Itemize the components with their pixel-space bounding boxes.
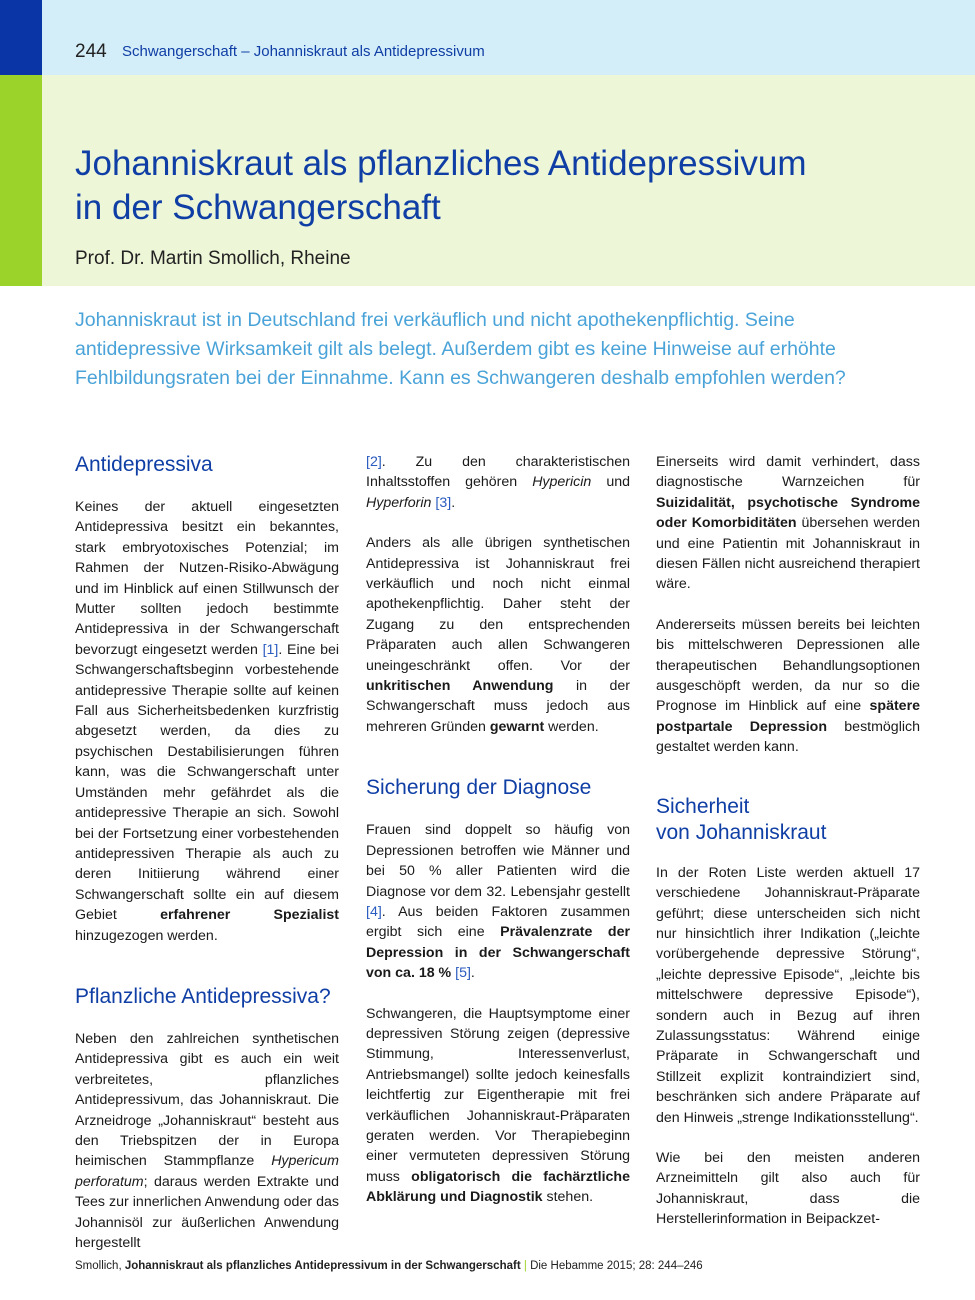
reference-link[interactable]: [5] [455,965,471,982]
section-heading-diagnose: Sicherung der Diagnose [366,776,592,800]
column-2 [366,452,630,1208]
reference-link[interactable]: [1] [262,641,279,658]
footer-citation: Smollich, Johanniskraut als pflanzliches Antidepressivum in der Schwangerschaft | Die Hebamme 2015; 28: 244–246 [75,1260,703,1272]
header-color-bar [0,0,42,75]
lead-paragraph: Johanniskraut ist in Deutschland frei verkäuflich und nicht apothekenpflichtig. Seine antidepressive Wirksamkeit gilt als belegt. Außerdem gibt es keine Hinweise auf erhöhte Fehlbildungsraten bei der Einnahme. Kann es Schwangeren deshalb empfohlen werden? [75,309,846,389]
paragraph: [2]. Zu den charakteristischen Inhaltsstoffen gehören Hypericin und Hyperforin [3]. [366,454,630,511]
article-title [75,142,955,230]
paragraph: Schwangeren, die Hauptsymptome einer depressiven Störung zeigen (depressive Stimmung, Interessenverlust, Antriebsmangel) sollte jedoch keinesfalls leichtfertig zur Eigentherapie mit frei verkäuflichen Johanniskraut-Präparaten geraten werden. Vor Therapiebeginn einer vermuteten depressiven Störung muss obligatorisch die fachärztliche Abklärung und Diagnostik stehen. [366,1005,630,1206]
title-line-1: Johanniskraut als pflanzliches Antidepressivum [75,144,807,183]
reference-link[interactable]: [3] [435,494,452,511]
title-line-2: in der Schwangerschaft [75,188,441,227]
paragraph: Neben den zahlreichen synthetischen Antidepressiva gibt es auch ein weit verbreitetes, pflanzliches Antidepressivum, das Johanniskraut. Die Arzneidroge „Johanniskraut“ besteht aus den Triebspitzen der in Europa heimischen Stammpflanze Hypericum perforatum; daraus werden Extrakte und Tees zur innerlichen Anwendung oder das Johannisöl zur äußerlichen Anwendung hergestellt [75,1030,339,1251]
section-heading-pflanzliche: Pflanzliche Antidepressiva? [75,984,331,1008]
page-number: 244 [75,41,107,62]
paragraph: In der Roten Liste werden aktuell 17 verschiedene Johanniskraut-Präparate geführt; diese unterscheiden sich nicht nur hinsichtlich ihrer Indikation („leichte vorübergehende depressive Störung“, „leichte depressive Episode“, „leichte bis mittelschwere depressive Episode“), sondern auch in Bezug auf ihren Zulassungsstatus: Während einige Präparate in Schwangerschaft und Stillzeit explizit kontraindiziert sind, beschränken sich andere Präparate auf den Hinweis „strenge Indikationsstellung“. [656,864,920,1126]
author-line: Prof. Dr. Martin Smollich, Rheine [75,248,351,269]
paragraph: Einerseits wird damit verhindert, dass diagnostische Warnzeichen für Suizidalität, psychotische Syndrome oder Komorbiditäten übersehen werden und eine Patientin mit Johanniskraut in diesen Fällen nicht ausreichend therapiert wäre. [656,454,921,593]
title-color-bar [0,75,42,286]
paragraph: Keines der aktuell eingesetzten Antidepressiva besitzt ein bekanntes, stark embryotoxisches Potenzial; im Rahmen der Nutzen-Risiko-Abwägung und im Hinblick auf einen Stillwunsch der Mutter sollten jedoch bestimmte Antidepressiva in der Schwangerschaft bevorzugt eingesetzt werden [1]. Eine bei Schwangerschaftsbeginn vorbestehende antidepressive Therapie sollte auf keinen Fall aus Sicherheitsbedenken kurzfristig abgesetzt werden, da dies zu psychischen Destabilisierungen führen kann, was die Schwangerschaft unter Umständen mehr gefährdet als die antidepressive Therapie an sich. Sowohl bei der Fortsetzung einer vorbestehenden antidepressiven Therapie als auch zu deren Initiierung während einer Schwangerschaft sollte ein auf diesem Gebiet erfahrener Spezialist hinzugezogen werden. [75,499,340,944]
column-1 [75,452,339,1253]
paragraph: Wie bei den meisten anderen Arzneimitteln gilt also auch für Johanniskraut, dass die Herstellerinformation in Beipackzet- [656,1149,920,1228]
section-heading-antidepressiva: Antidepressiva [75,453,213,476]
paragraph: Frauen sind doppelt so häufig von Depressionen betroffen wie Männer und bei 50 % aller Patienten wird die Diagnose vor dem 32. Lebensjahr gestellt [4]. Aus beiden Faktoren zusammen ergibt sich eine Prävalenzrate der Depression in der Schwangerschaft von ca. 18 % [5]. [366,822,631,982]
reference-link[interactable]: [2] [366,454,382,470]
paragraph: Anders als alle übrigen synthetischen Antidepressiva ist Johanniskraut frei verkäuflich und noch nicht einmal apothekenpflichtig. Daher steht der Zugang zu den entsprechenden Präparaten auch allen Schwangeren uneingeschränkt offen. Vor der unkritischen Anwendung in der Schwangerschaft muss jedoch aus mehreren Gründen gewarnt werden. [366,535,630,735]
header-band [0,0,975,75]
reference-link[interactable]: [4] [366,903,382,920]
paragraph: Andererseits müssen bereits bei leichten bis mittelschweren Depressionen alle therapeutischen Behandlungsoptionen ausgeschöpft werden, da nur so die Prognose im Hinblick auf eine spätere postpartale Depression bestmöglich gestaltet werden kann. [656,616,920,756]
column-3 [656,452,920,1230]
section-heading-sicherheit: Sicherheit von Johanniskraut [656,794,827,844]
running-title: Schwangerschaft – Johanniskraut als Antidepressivum [122,43,485,60]
